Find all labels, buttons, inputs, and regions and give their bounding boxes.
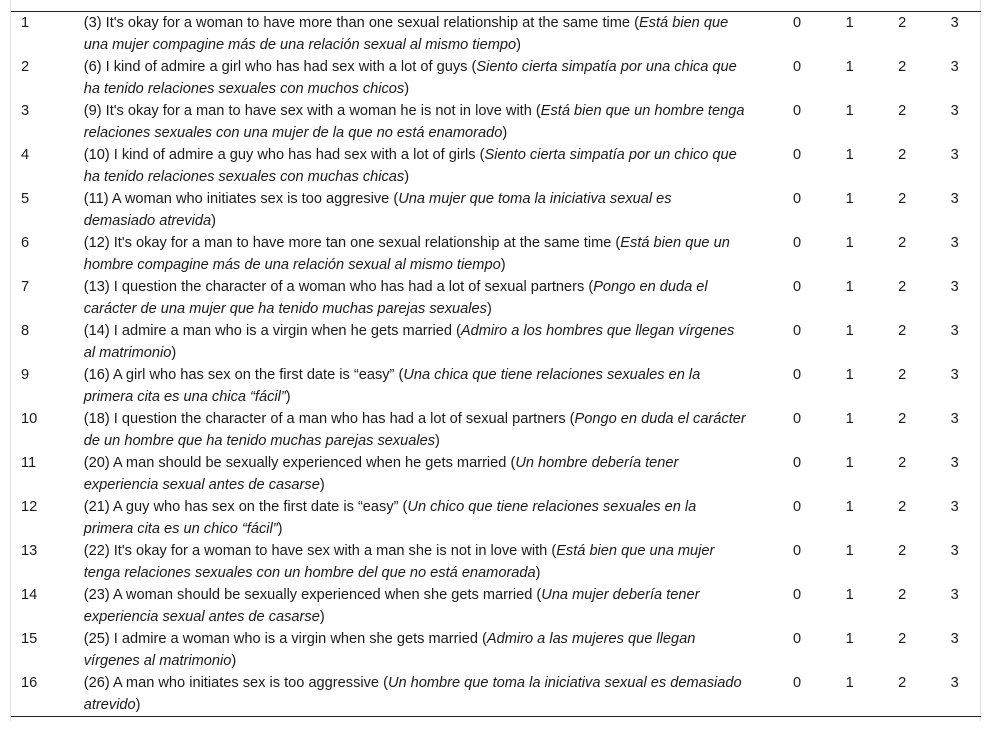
- option-1: 1: [845, 631, 854, 647]
- item-text-spanish: Pongo en duda el carácter de una mujer que ha tenido muchas parejas sexuales: [83, 279, 708, 317]
- table-row: [11, 100, 981, 144]
- option-0: 0: [793, 499, 802, 515]
- item-text-spanish: Está bien que un hombre tenga relaciones sexuales con una mujer de la que no está enamorado: [83, 103, 745, 141]
- option-1: 1: [845, 367, 854, 383]
- item-number: 4: [21, 147, 30, 163]
- item-text-spanish: Está bien que una mujer tenga relaciones sexuales con un hombre del que no está enamorada: [83, 543, 715, 581]
- option-2: 2: [898, 147, 907, 163]
- item-text: [84, 320, 771, 364]
- table-row: [11, 452, 981, 496]
- item-text-english: (3) It's okay for a woman to have more than one sexual relationship at the same time (: [83, 15, 639, 31]
- option-2: 2: [898, 367, 907, 383]
- table-row: [11, 188, 981, 232]
- item-text-spanish: Admiro a los hombres que llegan vírgenes al matrimonio: [83, 323, 735, 361]
- option-1: 1: [845, 587, 854, 603]
- item-text-close: ): [135, 697, 141, 713]
- item-number: 15: [21, 631, 38, 647]
- option-3: 3: [950, 587, 959, 603]
- item-text-close: ): [435, 433, 440, 449]
- table-row: [11, 56, 981, 100]
- item-number: 3: [21, 103, 30, 119]
- option-1: 1: [845, 675, 854, 691]
- option-2: 2: [898, 543, 907, 559]
- option-1: 1: [845, 15, 854, 31]
- item-number: 1: [21, 15, 30, 31]
- item-text-close: ): [171, 345, 177, 361]
- item-text: [84, 672, 771, 717]
- option-3: 3: [950, 367, 959, 383]
- item-text-english: (23) A woman should be sexually experienced when she gets married (: [83, 587, 542, 603]
- table-row: [11, 540, 981, 584]
- item-text-english: (25) I admire a woman who is a virgin when she gets married (: [83, 631, 487, 647]
- option-3: 3: [950, 499, 959, 515]
- item-number: 16: [21, 675, 38, 691]
- item-text-close: ): [404, 81, 410, 97]
- item-text-close: ): [404, 169, 410, 185]
- item-number: 14: [21, 587, 38, 603]
- item-text-close: ): [277, 521, 283, 537]
- table-row: [11, 364, 981, 408]
- option-1: 1: [845, 455, 854, 471]
- item-text-english: (6) I kind of admire a girl who has had sex with a lot of guys (: [83, 59, 477, 75]
- option-2: 2: [898, 279, 907, 295]
- option-1: 1: [845, 59, 854, 75]
- option-2: 2: [898, 587, 907, 603]
- option-2: 2: [898, 631, 907, 647]
- option-0: 0: [793, 15, 802, 31]
- option-2: 2: [898, 499, 907, 515]
- option-2: 2: [898, 15, 907, 31]
- option-0: 0: [793, 455, 802, 471]
- item-text-english: (12) It's okay for a man to have more tan one sexual relationship at the same time (: [83, 235, 621, 251]
- item-text: [84, 144, 771, 188]
- item-number: 7: [21, 279, 30, 295]
- item-text: [84, 408, 771, 452]
- item-text-close: ): [319, 477, 325, 493]
- option-0: 0: [793, 323, 802, 339]
- item-text: [84, 232, 771, 276]
- item-text: [84, 540, 771, 584]
- item-text-english: (9) It's okay for a man to have sex with a woman he is not in love with (: [83, 103, 541, 119]
- item-text-english: (18) I question the character of a man who has had a lot of sexual partners (: [83, 411, 575, 427]
- item-text-close: ): [231, 653, 237, 669]
- table-row: [11, 496, 981, 540]
- option-0: 0: [793, 587, 802, 603]
- item-text: [84, 12, 771, 57]
- item-text-english: (22) It's okay for a woman to have sex with a man she is not in love with (: [83, 543, 557, 559]
- option-2: 2: [898, 675, 907, 691]
- item-text-close: ): [319, 609, 325, 625]
- table-row: [11, 232, 981, 276]
- item-text-english: (16) A girl who has sex on the first date is “easy” (: [83, 367, 404, 383]
- option-2: 2: [898, 103, 907, 119]
- item-text-spanish: Admiro a las mujeres que llegan vírgenes al matrimonio: [83, 631, 696, 669]
- table-row: [11, 12, 981, 57]
- option-3: 3: [950, 235, 959, 251]
- scale-items-table: [11, 11, 981, 717]
- item-text-english: (10) I kind of admire a guy who has had sex with a lot of girls (: [83, 147, 485, 163]
- item-text-spanish: Una mujer que toma la iniciativa sexual es demasiado atrevida: [83, 191, 672, 229]
- item-text: [84, 100, 771, 144]
- table-row: [11, 320, 981, 364]
- option-0: 0: [793, 147, 802, 163]
- item-number: 10: [21, 411, 38, 427]
- option-2: 2: [898, 455, 907, 471]
- option-3: 3: [950, 191, 959, 207]
- item-text-english: (11) A woman who initiates sex is too aggresive (: [83, 191, 399, 207]
- item-text-spanish: Está bien que un hombre compagine más de una relación sexual al mismo tiempo: [83, 235, 730, 273]
- item-text-english: (21) A guy who has sex on the first date is “easy” (: [83, 499, 408, 515]
- option-2: 2: [898, 191, 907, 207]
- option-0: 0: [793, 631, 802, 647]
- option-0: 0: [793, 367, 802, 383]
- table-body: [11, 12, 981, 717]
- item-text-close: ): [486, 301, 492, 317]
- item-text: [84, 188, 771, 232]
- option-1: 1: [845, 323, 854, 339]
- option-3: 3: [950, 675, 959, 691]
- option-0: 0: [793, 191, 802, 207]
- option-3: 3: [950, 631, 959, 647]
- option-2: 2: [898, 59, 907, 75]
- item-number: 13: [21, 543, 38, 559]
- option-1: 1: [845, 235, 854, 251]
- item-text-spanish: Un hombre debería tener experiencia sexual antes de casarse: [83, 455, 679, 493]
- option-1: 1: [845, 499, 854, 515]
- item-text: [84, 584, 771, 628]
- item-text-spanish: Una mujer debería tener experiencia sexual antes de casarse: [83, 587, 700, 625]
- item-number: 12: [21, 499, 38, 515]
- item-text-english: (13) I question the character of a woman who has had a lot of sexual partners (: [83, 279, 594, 295]
- option-0: 0: [793, 59, 802, 75]
- table-row: [11, 584, 981, 628]
- item-text-english: (26) A man who initiates sex is too aggressive (: [83, 675, 388, 691]
- item-text-spanish: Siento cierta simpatía por una chica que ha tenido relaciones sexuales con muchos chicos: [83, 59, 737, 97]
- option-3: 3: [950, 455, 959, 471]
- option-3: 3: [950, 279, 959, 295]
- item-text: [84, 496, 771, 540]
- option-3: 3: [950, 59, 959, 75]
- option-1: 1: [845, 279, 854, 295]
- item-text-close: ): [502, 125, 508, 141]
- item-number: 8: [21, 323, 30, 339]
- table-row: [11, 672, 981, 717]
- item-text-english: (14) I admire a man who is a virgin when he gets married (: [83, 323, 461, 339]
- option-3: 3: [950, 147, 959, 163]
- option-1: 1: [845, 411, 854, 427]
- table-row: [11, 276, 981, 320]
- item-text-close: ): [516, 37, 521, 53]
- table-row: [11, 408, 981, 452]
- option-3: 3: [950, 103, 959, 119]
- table-row: [11, 144, 981, 188]
- option-2: 2: [898, 411, 907, 427]
- item-number: 9: [21, 367, 30, 383]
- item-number: 11: [21, 455, 37, 471]
- option-3: 3: [950, 543, 959, 559]
- option-3: 3: [950, 323, 959, 339]
- option-2: 2: [898, 323, 907, 339]
- item-text-spanish: Está bien que una mujer compagine más de una relación sexual al mismo tiempo: [83, 15, 729, 53]
- option-0: 0: [793, 675, 802, 691]
- option-0: 0: [793, 411, 802, 427]
- item-text-close: ): [211, 213, 216, 229]
- item-text-spanish: Un chico que tiene relaciones sexuales en la primera cita es un chico “fácil”: [83, 499, 697, 537]
- item-number: 5: [21, 191, 30, 207]
- option-1: 1: [845, 191, 854, 207]
- item-text: [84, 56, 771, 100]
- option-0: 0: [793, 543, 802, 559]
- option-1: 1: [845, 103, 854, 119]
- item-text-spanish: Una chica que tiene relaciones sexuales en la primera cita es una chica “fácil”: [83, 367, 701, 405]
- option-0: 0: [793, 235, 802, 251]
- item-text: [84, 364, 771, 408]
- option-0: 0: [793, 279, 802, 295]
- item-number: 2: [21, 59, 30, 75]
- item-text-spanish: Pongo en duda el carácter de un hombre que ha tenido muchas parejas sexuales: [83, 411, 746, 449]
- option-3: 3: [950, 411, 959, 427]
- item-number: 6: [21, 235, 30, 251]
- item-text: [84, 628, 771, 672]
- option-0: 0: [793, 103, 802, 119]
- option-3: 3: [950, 15, 959, 31]
- option-1: 1: [845, 543, 854, 559]
- option-2: 2: [898, 235, 907, 251]
- item-text-close: ): [500, 257, 506, 273]
- item-text-english: (20) A man should be sexually experienced when he gets married (: [83, 455, 516, 471]
- item-text-spanish: Un hombre que toma la iniciativa sexual es demasiado atrevido: [83, 675, 742, 713]
- item-text-close: ): [285, 389, 291, 405]
- option-1: 1: [845, 147, 854, 163]
- item-text: [84, 452, 771, 496]
- table-row: [11, 628, 981, 672]
- item-text-close: ): [535, 565, 541, 581]
- item-text: [84, 276, 771, 320]
- item-text-spanish: Siento cierta simpatía por un chico que ha tenido relaciones sexuales con muchas chicas: [83, 147, 737, 185]
